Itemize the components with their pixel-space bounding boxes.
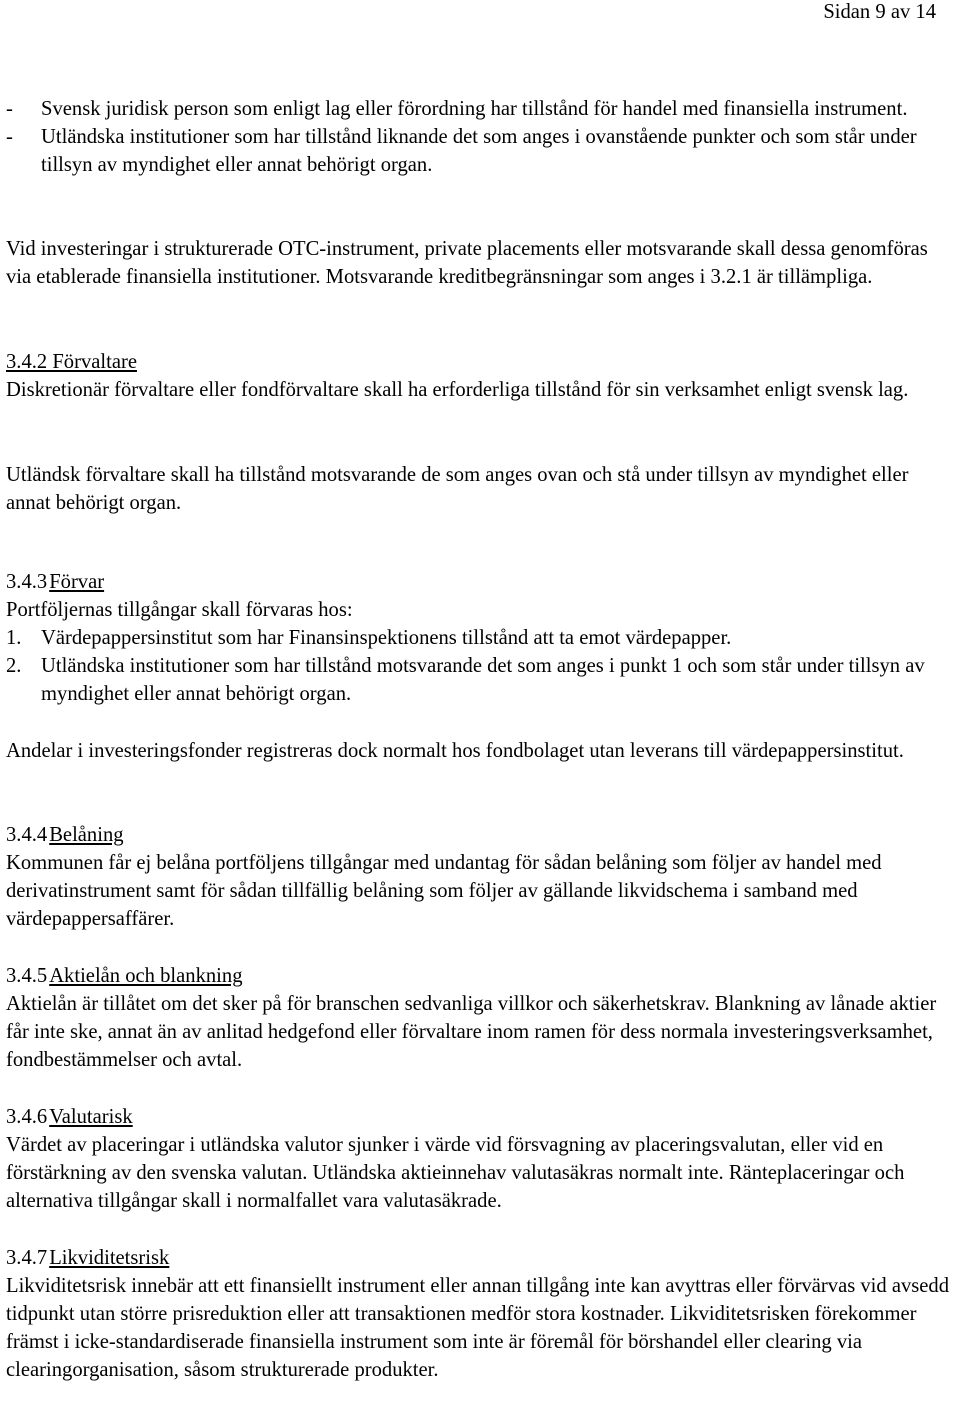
section-body: Kommunen får ej belåna portföljens tillgångar med undantag för sådan belåning som följer av handel med derivatinstrument samt för sådan tillfällig belåning som följer av gällande likvidschema i samband med värdepappersaffärer. xyxy=(6,852,882,930)
section-title: Belåning xyxy=(49,824,124,846)
section-number: 3.4.7 xyxy=(6,1247,48,1269)
section-heading xyxy=(6,568,950,596)
list-item-text: Svensk juridisk person som enligt lag eller förordning har tillstånd för handel med finansiella instrument. xyxy=(41,98,908,120)
section-body: Aktielån är tillåtet om det sker på för branschen sedvanliga villkor och säkerhetskrav. Blankning av lånade aktier får inte ske, annat än av anlitad hedgefond eller förvaltare inom ramen för dess normala investeringsverksamhet, fondbestämmelser och avtal. xyxy=(6,993,937,1071)
section-heading xyxy=(6,962,950,990)
section-body: Likviditetsrisk innebär att ett finansiellt instrument eller annan tillgång inte kan avyttras eller förvärvas vid avsedd tidpunkt utan större prisreduktion eller att transaktionen medför stora kostnader. Likviditetsrisken förekommer främst i icke-standardiserade finansiella instrument som inte är föremål för börshandel eller clearing via clearingorganisation, såsom strukturerade produkter. xyxy=(6,1275,950,1381)
section-number: 3.4.4 xyxy=(6,824,48,846)
section-heading xyxy=(6,821,950,849)
intro-list xyxy=(6,95,950,179)
list-item-text: Utländska institutioner som har tillstånd motsvarande det som anges i punkt 1 och som står under tillsyn av myndighet eller annat behörigt organ. xyxy=(41,655,925,705)
list-dash: - xyxy=(6,98,13,120)
section-intro: Portföljernas tillgångar skall förvaras hos: xyxy=(6,599,353,621)
list-item-text: Värdepappersinstitut som har Finansinspektionens tillstånd att ta emot värdepapper. xyxy=(41,627,732,649)
section-heading: 3.4.2 Förvaltare xyxy=(6,351,137,373)
list-dash: - xyxy=(6,126,13,148)
section-title: Förvar xyxy=(49,571,105,593)
section-346 xyxy=(6,1103,950,1215)
list-number: 1. xyxy=(6,627,22,649)
list-item xyxy=(6,123,950,179)
page-number: Sidan 9 av 14 xyxy=(823,1,936,23)
section-heading xyxy=(6,1244,950,1272)
section-title: Aktielån och blankning xyxy=(49,965,243,987)
section-342 xyxy=(6,348,950,404)
section-347 xyxy=(6,1244,950,1384)
section-343 xyxy=(6,568,950,708)
section-345 xyxy=(6,962,950,1074)
list-item xyxy=(6,652,950,708)
section-body: Värdet av placeringar i utländska valutor sjunker i värde vid försvagning av placeringsvalutan, eller vid en förstärkning av den svenska valutan. Utländska aktieinnehav valutasäkras normalt inte. Ränteplaceringar och alternativa tillgångar skall i normalfallet vara valutasäkrade. xyxy=(6,1134,905,1212)
list-item xyxy=(6,624,950,652)
otc-paragraph: Vid investeringar i strukturerade OTC-instrument, private placements eller motsvarande skall dessa genomföras via etablerade finansiella institutioner. Motsvarande kreditbegränsningar som anges i 3.2.1 är tillämpliga. xyxy=(6,238,928,288)
list-item xyxy=(6,95,950,123)
list-item-text: Utländska institutioner som har tillstånd liknande det som anges i ovanstående punkter och som står under tillsyn av myndighet eller annat behörigt organ. xyxy=(41,126,917,176)
section-number: 3.4.3 xyxy=(6,571,48,593)
list-number: 2. xyxy=(6,655,22,677)
section-344 xyxy=(6,821,950,933)
section-number: 3.4.5 xyxy=(6,965,48,987)
section-paragraph: Utländsk förvaltare skall ha tillstånd motsvarande de som anges ovan och stå under tillsyn av myndighet eller annat behörigt organ. xyxy=(6,464,909,514)
section-title: Valutarisk xyxy=(49,1106,133,1128)
section-heading xyxy=(6,1103,950,1131)
section-number: 3.4.6 xyxy=(6,1106,48,1128)
section-paragraph: Diskretionär förvaltare eller fondförvaltare skall ha erforderliga tillstånd för sin verksamhet enligt svensk lag. xyxy=(6,379,909,401)
section-title: Likviditetsrisk xyxy=(49,1247,170,1269)
section-note: Andelar i investeringsfonder registreras dock normalt hos fondbolaget utan leverans till värdepappersinstitut. xyxy=(6,740,904,762)
